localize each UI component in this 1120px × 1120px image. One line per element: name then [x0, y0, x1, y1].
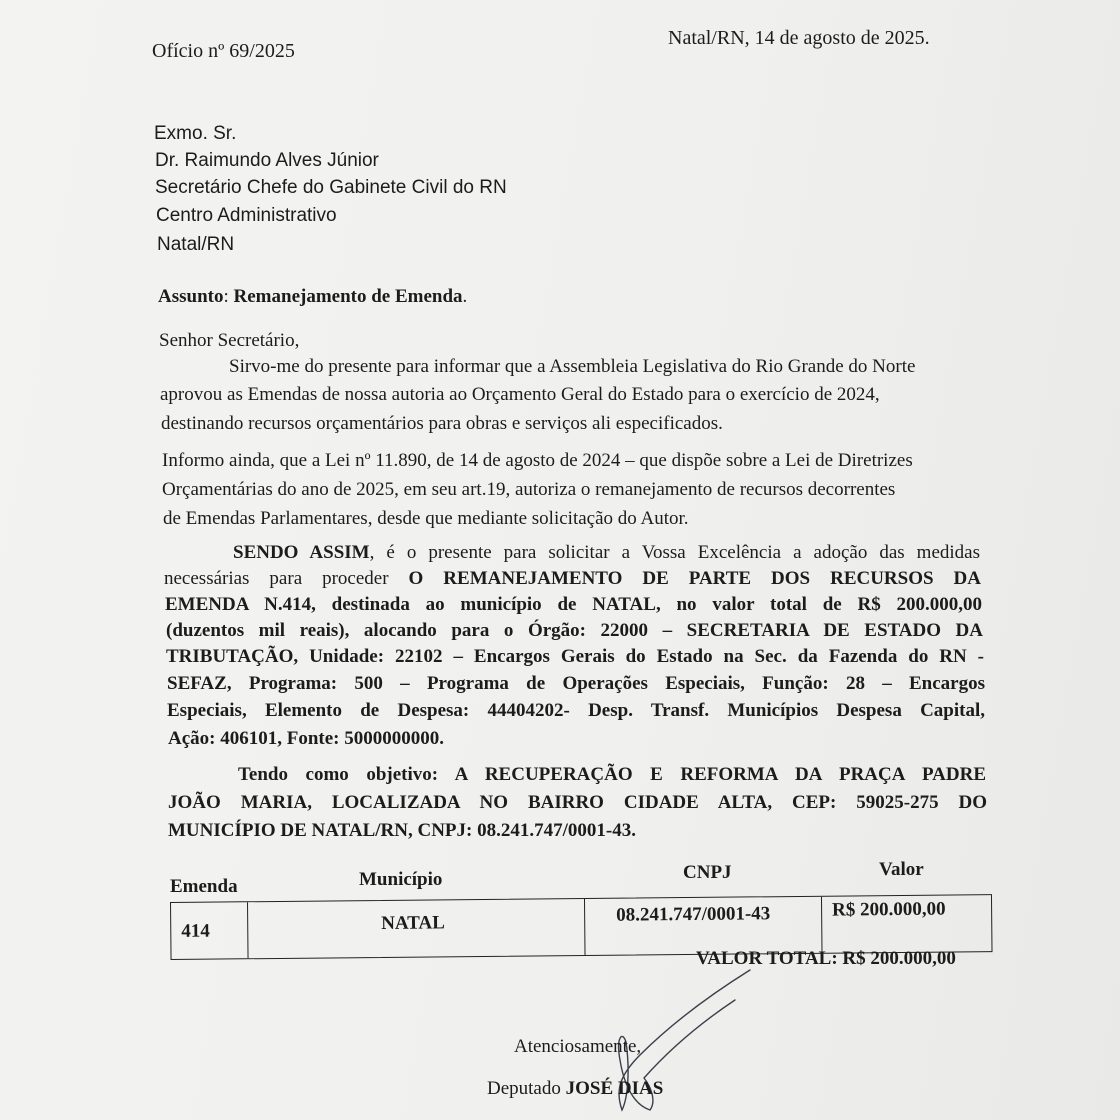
table-cell-cnpj: [585, 897, 823, 955]
para3-line7: Especiais, Elemento de Despesa: 44404202- Desp. Transf. Municípios Despesa Capital,: [167, 700, 985, 721]
oficio-number: Ofício nº 69/2025: [152, 40, 295, 62]
para3-line2: [164, 568, 981, 590]
signer-line: [487, 1078, 663, 1100]
subject-sep: :: [223, 286, 234, 307]
para1-line1: Sirvo-me do presente para informar que a Assembleia Legislativa do Rio Grande do Norte: [229, 356, 916, 377]
para2-line3: de Emendas Parlamentares, desde que mediante solicitação do Autor.: [163, 508, 689, 529]
recipient-name: Dr. Raimundo Alves Júnior: [155, 150, 379, 171]
para3-line2-normal: necessárias para proceder: [164, 568, 389, 589]
subject-end: .: [462, 286, 468, 307]
para2-line2: Orçamentárias do ano de 2025, em seu art.19, autoriza o remanejamento de recursos decorrentes: [162, 479, 896, 500]
recipient-place: Centro Administrativo: [156, 205, 337, 226]
table-cell-valor: [822, 895, 992, 953]
para1-line2: aprovou as Emendas de nossa autoria ao Orçamento Geral do Estado para o exercício de 2024,: [160, 384, 880, 405]
para3-line6: SEFAZ, Programa: 500 – Programa de Operações Especiais, Função: 28 – Encargos: [167, 673, 985, 694]
para3-line8: Ação: 406101, Fonte: 5000000000.: [168, 728, 444, 749]
recipient-city: Natal/RN: [157, 234, 235, 255]
subject-text: Remanejamento de Emenda: [233, 286, 463, 307]
para4-line3: MUNICÍPIO DE NATAL/RN, CNPJ: 08.241.747/0001-43.: [168, 820, 636, 841]
para3-line3: EMENDA N.414, destinada ao município de NATAL, no valor total de R$ 200.000,00: [165, 594, 982, 615]
date-line: Natal/RN, 14 de agosto de 2025.: [668, 27, 930, 49]
emenda-value: 414: [181, 920, 210, 942]
municipio-value: NATAL: [381, 912, 446, 934]
subject-line: [158, 286, 467, 308]
recipient-role: Secretário Chefe do Gabinete Civil do RN: [155, 177, 507, 198]
para3-line5: TRIBUTAÇÃO, Unidade: 22102 – Encargos Gerais do Estado na Sec. da Fazenda do RN -: [166, 646, 984, 667]
subject-label: Assunto: [158, 286, 224, 307]
signer-prefix: Deputado: [487, 1078, 566, 1099]
para4-line2: JOÃO MARIA, LOCALIZADA NO BAIRRO CIDADE ALTA, CEP: 59025-275 DO: [168, 792, 987, 813]
table-header-municipio: Município: [359, 869, 443, 890]
para4-line1: Tendo como objetivo: A RECUPERAÇÃO E REFORMA DA PRAÇA PADRE: [238, 764, 986, 785]
cnpj-value: 08.241.747/0001-43: [616, 903, 771, 926]
para3-line4: (duzentos mil reais), alocando para o Órgão: 22000 – SECRETARIA DE ESTADO DA: [166, 620, 983, 641]
para3-line1-rest: , é o presente para solicitar a Vossa Excelência a adoção das medidas: [369, 542, 980, 563]
table-cell-emenda: [171, 902, 249, 959]
table-header-valor: Valor: [879, 859, 924, 880]
recipient-title: Exmo. Sr.: [154, 123, 237, 144]
para2-line1: Informo ainda, que a Lei nº 11.890, de 14 de agosto de 2024 – que dispõe sobre a Lei de Diretrizes: [162, 450, 913, 471]
table-header-cnpj: CNPJ: [683, 862, 732, 883]
valor-value: R$ 200.000,00: [832, 898, 946, 921]
para3-line1: [233, 542, 980, 564]
greeting: Senhor Secretário,: [159, 330, 300, 351]
para3-line2-bold: O REMANEJAMENTO DE PARTE DOS RECURSOS DA: [408, 568, 981, 589]
para1-line3: destinando recursos orçamentários para obras e serviços ali especificados.: [161, 413, 723, 434]
valor-total: VALOR TOTAL: R$ 200.000,00: [696, 948, 956, 969]
closing-regards: Atenciosamente,: [514, 1036, 642, 1057]
signer-name: JOSÉ DIAS: [565, 1078, 664, 1099]
table-header-emenda: Emenda: [170, 876, 238, 897]
table-cell-municipio: [248, 899, 586, 958]
para3-lead-bold: SENDO ASSIM: [233, 542, 370, 563]
